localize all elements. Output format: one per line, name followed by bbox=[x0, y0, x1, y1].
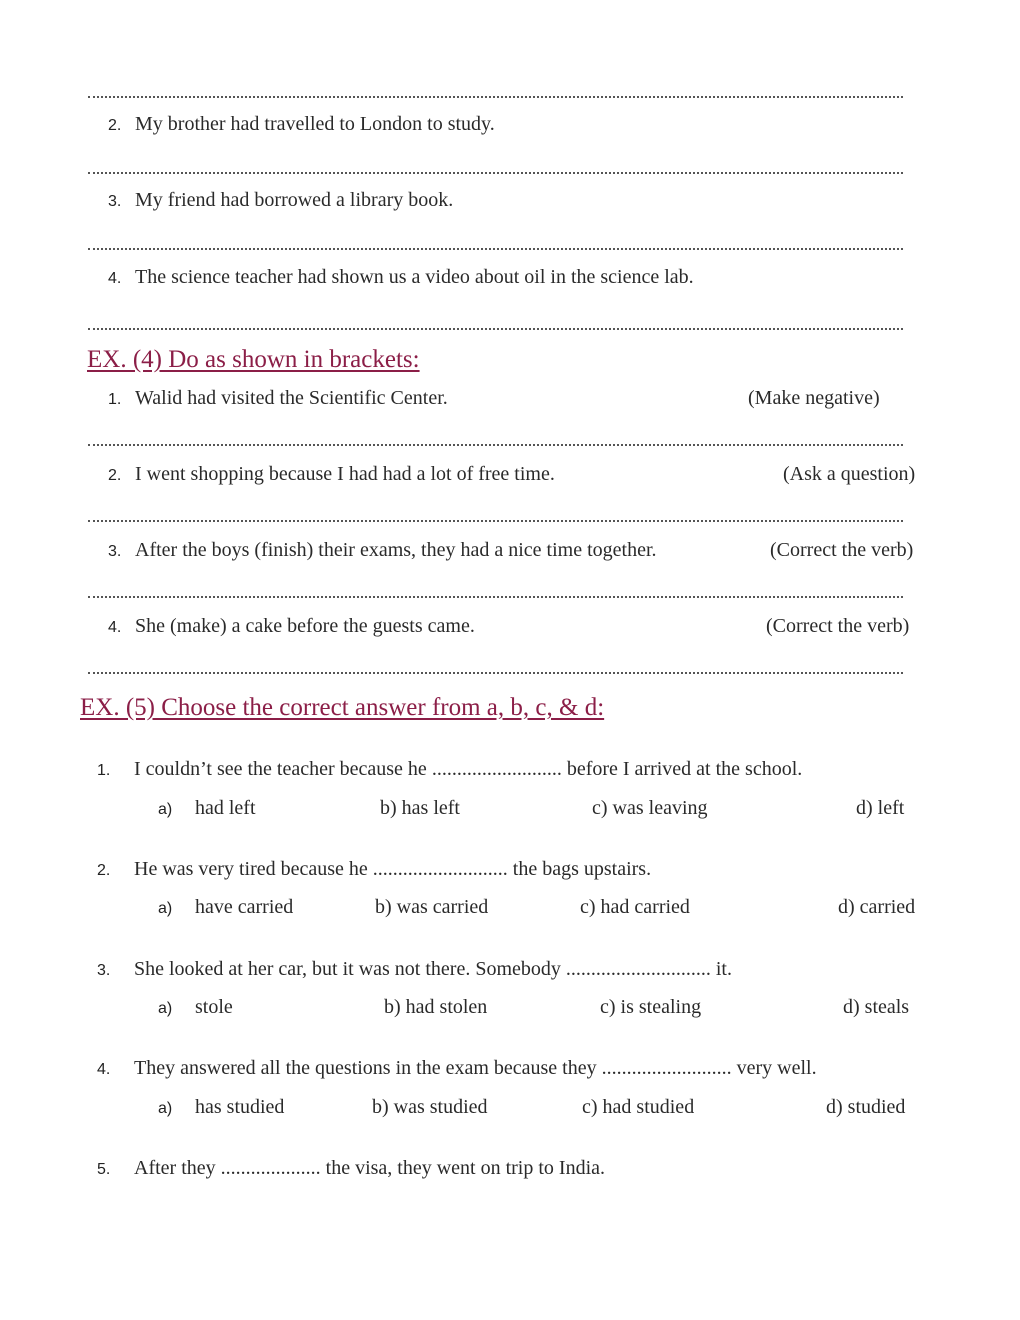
answer-line bbox=[88, 432, 903, 446]
ex5-q4-option-c[interactable]: c) had studied bbox=[582, 1096, 695, 1118]
ex5-q1-option-a[interactable]: had left bbox=[195, 797, 256, 819]
ex5-q2-number: 2. bbox=[97, 862, 111, 879]
ex5-q1-option-c[interactable]: c) was leaving bbox=[592, 797, 708, 819]
answer-line bbox=[88, 236, 903, 250]
ex5-q3-text: She looked at her car, but it was not there. Somebody ............................. it. bbox=[134, 958, 732, 980]
ex5-q2-text: He was very tired because he ........................... the bags upstairs. bbox=[134, 858, 652, 880]
answer-line bbox=[88, 660, 903, 674]
ex5-q1-option-a-letter: a) bbox=[158, 801, 173, 818]
ex5-q4-option-b[interactable]: b) was studied bbox=[372, 1096, 488, 1118]
ex5-q1-option-b[interactable]: b) has left bbox=[380, 797, 460, 819]
ex5-q1-text: I couldn’t see the teacher because he .......................... before I arrived at the school. bbox=[134, 758, 803, 780]
ex4-item-4-text: She (make) a cake before the guests came. bbox=[135, 615, 475, 637]
ex5-q4-number: 4. bbox=[97, 1061, 111, 1078]
ex4-item-2-instruction: (Ask a question) bbox=[783, 463, 916, 485]
ex5-q1-number: 1. bbox=[97, 762, 111, 779]
ex4-item-1-text: Walid had visited the Scientific Center. bbox=[135, 387, 448, 409]
ex4-item-3-instruction: (Correct the verb) bbox=[770, 539, 914, 561]
ex3-item-2-number: 2. bbox=[108, 117, 122, 134]
ex3-item-4-number: 4. bbox=[108, 270, 122, 287]
ex5-q3-option-b[interactable]: b) had stolen bbox=[384, 996, 488, 1018]
answer-line bbox=[88, 584, 903, 598]
ex3-item-3-number: 3. bbox=[108, 193, 122, 210]
ex5-q2-option-d[interactable]: d) carried bbox=[838, 896, 916, 918]
ex4-item-4-number: 4. bbox=[108, 619, 122, 636]
ex5-q4-option-a-letter: a) bbox=[158, 1100, 173, 1117]
ex4-item-3-text: After the boys (finish) their exams, they had a nice time together. bbox=[135, 539, 657, 561]
ex4-item-1-number: 1. bbox=[108, 391, 122, 408]
ex4-item-3-number: 3. bbox=[108, 543, 122, 560]
ex3-item-3-text: My friend had borrowed a library book. bbox=[135, 189, 454, 211]
ex5-q1-option-d[interactable]: d) left bbox=[856, 797, 905, 819]
ex5-q2-option-c[interactable]: c) had carried bbox=[580, 896, 690, 918]
ex5-q4-option-d[interactable]: d) studied bbox=[826, 1096, 906, 1118]
ex3-item-4-text: The science teacher had shown us a video about oil in the science lab. bbox=[135, 266, 694, 288]
ex5-q2-option-b[interactable]: b) was carried bbox=[375, 896, 489, 918]
ex5-q4-text: They answered all the questions in the exam because they .......................... very well. bbox=[134, 1057, 817, 1079]
ex4-item-1-instruction: (Make negative) bbox=[748, 387, 880, 409]
ex5-q3-option-a[interactable]: stole bbox=[195, 996, 233, 1018]
ex4-heading: EX. (4) Do as shown in brackets: bbox=[87, 346, 420, 373]
ex5-q3-option-a-letter: a) bbox=[158, 1000, 173, 1017]
ex5-q4-option-a[interactable]: has studied bbox=[195, 1096, 285, 1118]
ex4-item-2-number: 2. bbox=[108, 467, 122, 484]
answer-line bbox=[88, 316, 903, 330]
answer-line bbox=[88, 160, 903, 174]
ex5-q5-number: 5. bbox=[97, 1161, 111, 1178]
ex5-heading: EX. (5) Choose the correct answer from a, b, c, & d: bbox=[80, 694, 605, 721]
ex4-item-4-instruction: (Correct the verb) bbox=[766, 615, 910, 637]
answer-line bbox=[88, 84, 903, 98]
answer-line bbox=[88, 508, 903, 522]
ex5-q3-number: 3. bbox=[97, 962, 111, 979]
ex4-item-2-text: I went shopping because I had had a lot of free time. bbox=[135, 463, 555, 485]
ex5-q2-option-a[interactable]: have carried bbox=[195, 896, 294, 918]
ex5-q3-option-d[interactable]: d) steals bbox=[843, 996, 910, 1018]
ex5-q5-text: After they .................... the visa, they went on trip to India. bbox=[134, 1157, 606, 1179]
ex3-item-2-text: My brother had travelled to London to study. bbox=[135, 113, 495, 135]
ex5-q3-option-c[interactable]: c) is stealing bbox=[600, 996, 702, 1018]
ex5-q2-option-a-letter: a) bbox=[158, 900, 173, 917]
